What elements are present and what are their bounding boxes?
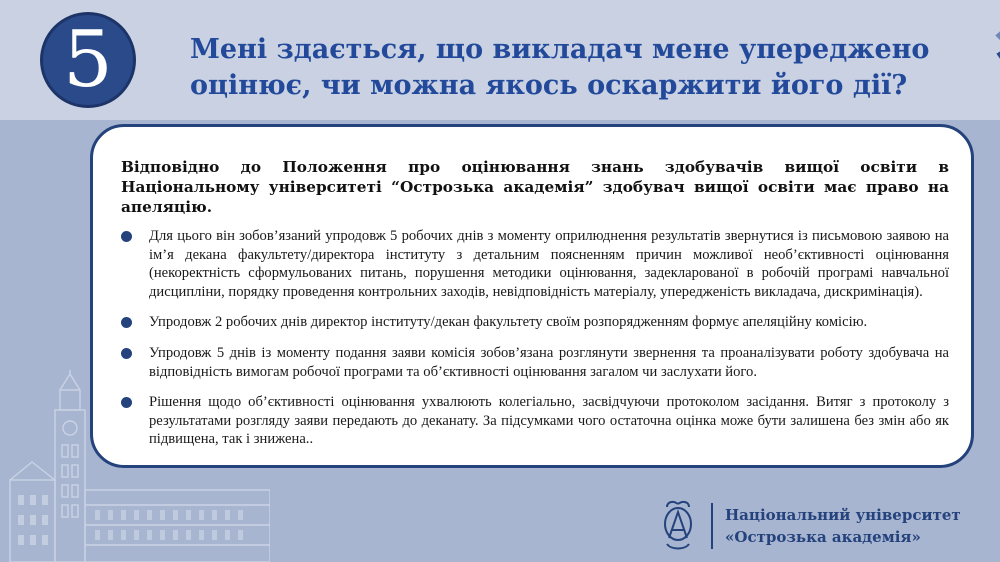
intro-paragraph: Відповідно до Положення про оцінювання знань здобувачів вищої освіти в Національному університеті “Острозька академія” здобувач вищої освіти має право на апеляцію. [121,158,949,216]
list-item-text: Упродовж 5 днів із моменту подання заяви комісія зобов’язана розглянути звернення та проаналізувати роботу здобувача на відповідність вимогам робочої програми та об’єктивності оцінювання загалом чи заслухати його. [149,344,949,380]
logo-line-2: «Острозька академія» [725,528,921,546]
university-logo [655,496,995,556]
bullet-dot-icon [121,317,132,328]
content-card [90,124,974,468]
list-item [121,313,949,332]
university-emblem-icon [655,498,701,554]
list-item [121,344,949,381]
logo-divider [711,503,713,549]
bullet-list [121,227,949,449]
slide-title: Мені здається, що викладач мене упереджено оцінює, чи можна якось оскаржити його дії? [190,34,930,101]
bullet-dot-icon [121,348,132,359]
logo-text [725,504,961,548]
slide-number-badge [40,12,136,108]
list-item-text: Рішення щодо об’єктивності оцінювання ухвалюють колегіально, засвідчуючи протоколом засідання. Витяг з протоколу з результатами розгляду заяви передають до деканату. За підсумками чого остаточна оцінка може бути залишена без змін або як підвищена, так і знижена.. [149,394,949,448]
slide-number: 5 [63,15,113,105]
list-item-text: Упродовж 2 робочих днів директор інституту/декан факультету своїм розпорядженням формує апеляційну комісію. [149,314,868,331]
logo-line-1: Національний університет [725,506,961,524]
bullet-dot-icon [121,397,132,408]
list-item [121,393,949,449]
list-item [121,227,949,301]
list-item-text: Для цього він зобов’язаний упродовж 5 робочих днів з моменту оприлюднення результатів звернутися із письмовою заявою на ім’я декана факультету/директора інституту з детальним поясненням причин можливої необ’єктивності оцінювання (некоректність сформульованих питань, порушення методики оцінювання, задекларованої в робочій програмі навчальної дисципліни, порядку проведення контрольних заходів, невідповідність матеріалу, упередженість викладача, дискримінація). [149,228,949,300]
bullet-dot-icon [121,231,132,242]
